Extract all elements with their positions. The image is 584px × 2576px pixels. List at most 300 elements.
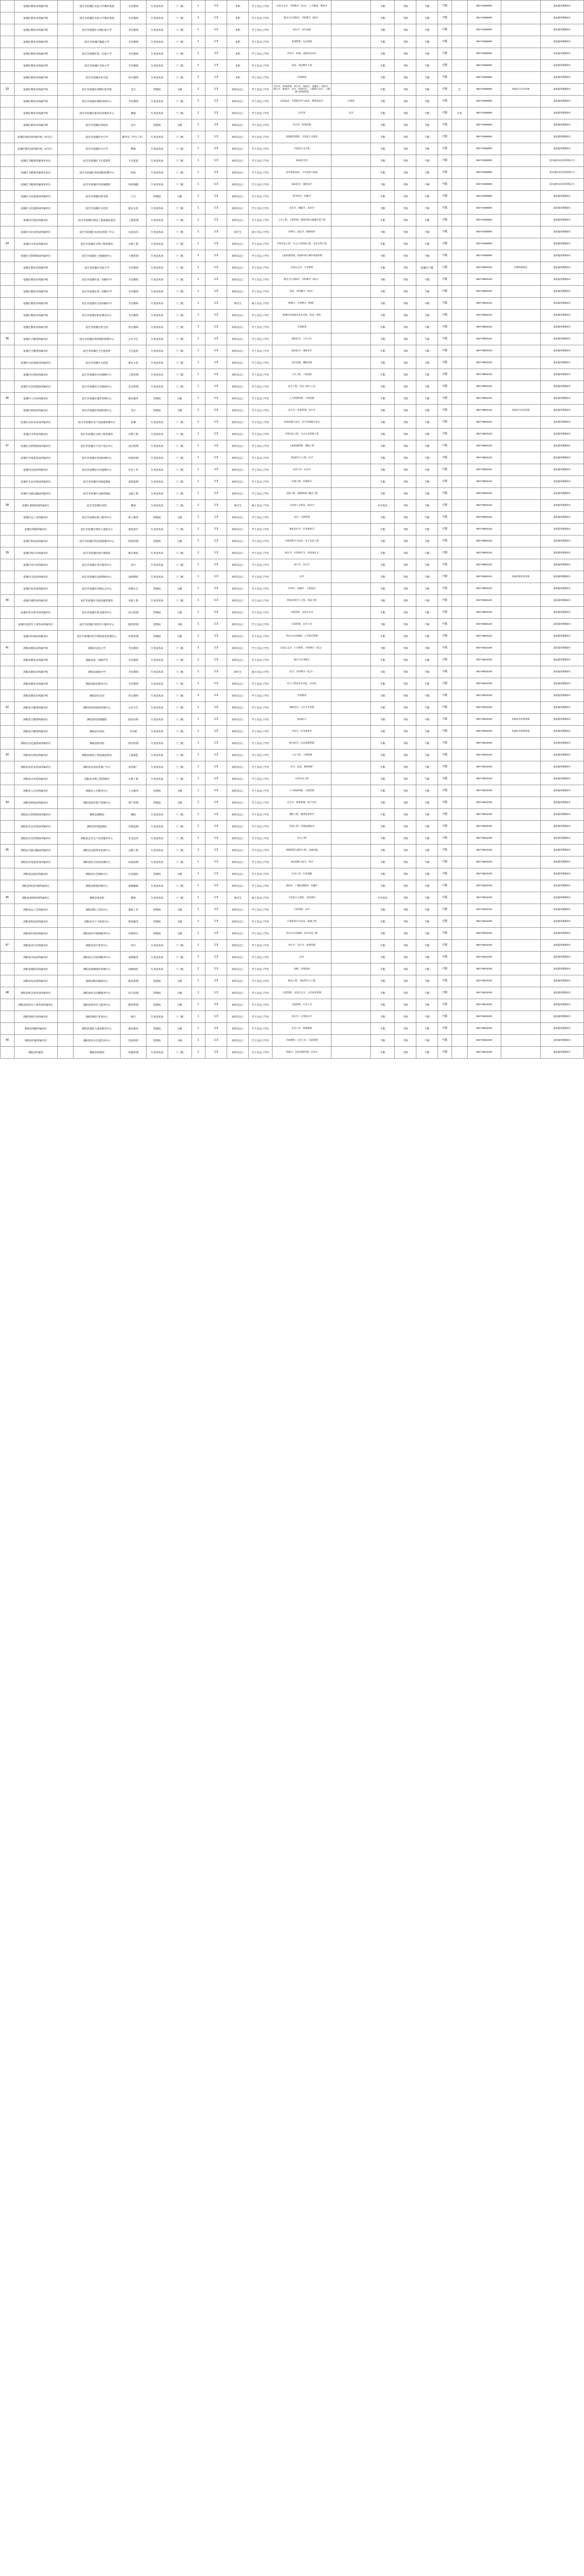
cell-job: 群众文化 <box>121 357 146 369</box>
cell-sex: 不限 <box>438 48 452 60</box>
cell-major: 信息技术、计算机科学与技术、教育技术学 <box>272 96 331 108</box>
cell-other <box>501 322 540 333</box>
cell-unit: 泗阳县委组织部所属单位 <box>14 892 57 904</box>
cell-majorb <box>331 940 371 952</box>
cell-exp: 不限 <box>394 761 416 773</box>
cell-dept: 泗阳县疾病预防控制中心 <box>73 702 120 714</box>
cell-note: 最低服务期限5年 <box>540 571 583 583</box>
cell-exp: 不限 <box>394 547 416 559</box>
cell-deg: 学士及以上学位 <box>249 203 273 215</box>
cell-other <box>501 643 540 654</box>
cell-unit: 宿城区教育局所属学校 <box>14 60 57 72</box>
cell-note: 最低服务期限5年 <box>540 583 583 595</box>
cell-code <box>57 726 73 738</box>
cell-level: 九级 <box>168 393 191 405</box>
cell-majorb <box>331 167 371 179</box>
cell-jobtype: 专业技术岗 <box>146 238 168 250</box>
cell-level: 九级 <box>168 797 191 809</box>
cell-age <box>452 821 467 833</box>
recruitment-table-page <box>0 0 584 1059</box>
cell-unit: 宿豫区发改委所属单位 <box>14 583 57 595</box>
cell-edu: 本科及以上 <box>227 1035 249 1047</box>
cell-pol: 不限 <box>371 845 395 857</box>
table-row <box>1 250 584 262</box>
cell-pol: 不限 <box>371 857 395 868</box>
cell-age <box>452 678 467 690</box>
table-row <box>1 1047 584 1059</box>
cell-unit: 泗阳县医保局所属单位 <box>14 928 57 940</box>
cell-idx: 38 <box>1 500 15 512</box>
table-row <box>1 274 584 286</box>
table-row <box>1 72 584 84</box>
cell-job: 临床医师 <box>121 714 146 726</box>
cell-idx <box>1 119 15 131</box>
cell-exp: 不限 <box>394 500 416 512</box>
table-row <box>1 96 584 108</box>
cell-phone: 0527-84355000 <box>467 48 501 60</box>
cell-exp: 不限 <box>394 262 416 274</box>
cell-edu: 本科及以上 <box>227 964 249 975</box>
cell-deg: 学士及以上学位 <box>249 583 273 595</box>
cell-edu: 本科及以上 <box>227 405 249 417</box>
cell-dept: 泗阳县中医院 <box>73 726 120 738</box>
cell-note: 最低服务期限5年 <box>540 345 583 357</box>
cell-deg: 学士及以上学位 <box>249 833 273 845</box>
cell-job: 会计 <box>121 119 146 131</box>
cell-deg: 学士及以上学位 <box>249 429 273 440</box>
cell-majorb <box>331 952 371 964</box>
cell-phone: 0527-84355000 <box>467 155 501 167</box>
cell-deg: 学士及以上学位 <box>249 381 273 393</box>
cell-age <box>452 1 467 12</box>
cell-phone: 0527-85222100 <box>467 738 501 750</box>
cell-idx: 44 <box>1 797 15 809</box>
cell-phone: 0527-80831234 <box>467 405 501 417</box>
cell-num: 2 <box>191 643 205 654</box>
cell-exp: 不限 <box>394 310 416 322</box>
cell-majorb <box>331 880 371 892</box>
cell-sex: 不限 <box>438 155 452 167</box>
cell-jobtype: 专业技术岗 <box>146 547 168 559</box>
cell-phone: 0527-84355000 <box>467 36 501 48</box>
cell-unit: 泗阳县统计局所属单位 <box>14 1011 57 1023</box>
cell-idx <box>1 666 15 678</box>
cell-dept: 宿迁市宿豫区机关服务中心 <box>73 607 120 619</box>
cell-phone: 0527-85222100 <box>467 702 501 714</box>
cell-reg: 不限 <box>416 203 438 215</box>
cell-unit: 宿豫区教育局所属学校 <box>14 322 57 333</box>
cell-majorb <box>331 559 371 571</box>
cell-job: 就业服务 <box>121 1023 146 1035</box>
cell-pol: 不限 <box>371 643 395 654</box>
cell-majorb <box>331 310 371 322</box>
table-row <box>1 417 584 429</box>
cell-age: 否 <box>452 84 467 96</box>
cell-age <box>452 381 467 393</box>
cell-pol: 不限 <box>371 512 395 524</box>
cell-edu: 本科及以上 <box>227 607 249 619</box>
table-row <box>1 952 584 964</box>
cell-level: 九级 <box>168 607 191 619</box>
cell-age <box>452 916 467 928</box>
cell-reg: 不限 <box>416 60 438 72</box>
cell-num: 1 <box>191 833 205 845</box>
cell-idx <box>1 773 15 785</box>
cell-deg: 学士及以上学位 <box>249 84 273 96</box>
cell-other <box>501 12 540 24</box>
cell-num: 1 <box>191 1011 205 1023</box>
cell-level: 十三级 <box>168 833 191 845</box>
cell-major: 音乐学、音乐表演 <box>272 24 331 36</box>
cell-exp: 不限 <box>394 36 416 48</box>
cell-deg: 学士及以上学位 <box>249 262 273 274</box>
cell-note: 最低服务期限5年 <box>540 726 583 738</box>
cell-phone: 0527-80831234 <box>467 345 501 357</box>
cell-code <box>57 1035 73 1047</box>
cell-note: 最低服务期限5年 <box>540 880 583 892</box>
cell-jobtype: 专业技术岗 <box>146 845 168 857</box>
cell-exp: 不限 <box>394 464 416 476</box>
cell-major: 环境工程、环境监测技术 <box>272 821 331 833</box>
cell-unit: 泗阳县司法局所属单位 <box>14 952 57 964</box>
table-row <box>1 381 584 393</box>
cell-unit: 宿城区教育局所属学校（9月区） <box>14 143 57 155</box>
cell-dept: 泗阳县综合检验检测中心 <box>73 857 120 868</box>
cell-note: 最低服务期限5年 <box>540 84 583 96</box>
cell-sex: 不限 <box>438 238 452 250</box>
table-row <box>1 714 584 726</box>
cell-pol: 不限 <box>371 678 395 690</box>
cell-age <box>452 476 467 488</box>
cell-note: 最低服务期限5年 <box>540 405 583 417</box>
cell-other <box>501 595 540 607</box>
cell-edu: 本科及以上 <box>227 773 249 785</box>
cell-job: 辅导员（学生工作） <box>121 131 146 143</box>
cell-idx <box>1 369 15 381</box>
cell-major: 会计学、财务管理 <box>272 119 331 131</box>
cell-deg: 学士及以上学位 <box>249 1023 273 1035</box>
table-row <box>1 512 584 524</box>
cell-code <box>57 702 73 714</box>
cell-code <box>57 417 73 429</box>
cell-level: 十三级 <box>168 203 191 215</box>
cell-other <box>501 369 540 381</box>
cell-exp: 不限 <box>394 167 416 179</box>
cell-unit: 泗阳县教育局所属学校 <box>14 690 57 702</box>
cell-majorb <box>331 274 371 286</box>
cell-unit: 泗阳县水务局所属单位 <box>14 773 57 785</box>
cell-other <box>501 155 540 167</box>
cell-sex: 不限 <box>438 797 452 809</box>
cell-majorb <box>331 12 371 24</box>
cell-level: 九级 <box>168 1023 191 1035</box>
cell-unit: 泗阳县农业农村局所属单位 <box>14 761 57 773</box>
cell-majorb <box>331 333 371 345</box>
cell-jobtype: 管理岗 <box>146 191 168 203</box>
cell-jobtype: 专业技术岗 <box>146 761 168 773</box>
cell-unit: 宿豫区教育局所属学校 <box>14 274 57 286</box>
cell-phone: 0527-85222100 <box>467 916 501 928</box>
cell-majorb <box>331 262 371 274</box>
cell-exp: 不限 <box>394 322 416 333</box>
cell-exp: 不限 <box>394 738 416 750</box>
cell-level: 九级 <box>168 512 191 524</box>
cell-other <box>501 393 540 405</box>
cell-majorb <box>331 654 371 666</box>
cell-dept: 宿迁市宿豫区退役军人服务中心 <box>73 619 120 631</box>
cell-num: 1 <box>191 571 205 583</box>
cell-phone: 0527-80831234 <box>467 571 501 583</box>
cell-jobtype: 管理岗 <box>146 631 168 643</box>
cell-num: 1 <box>191 750 205 761</box>
cell-edu: 本科 <box>227 72 249 84</box>
cell-sex: 不限 <box>438 333 452 345</box>
cell-deg: 学士及以上学位 <box>249 405 273 417</box>
cell-ratio: 1:3 <box>205 393 227 405</box>
cell-idx <box>1 36 15 48</box>
cell-deg: 学士及以上学位 <box>249 238 273 250</box>
table-row <box>1 238 584 250</box>
cell-ratio: 1:3 <box>205 785 227 797</box>
cell-job: 专任教师 <box>121 12 146 24</box>
cell-ratio: 1:3 <box>205 595 227 607</box>
cell-exp: 不限 <box>394 440 416 452</box>
cell-majorb <box>331 191 371 203</box>
cell-jobtype: 专业技术岗 <box>146 440 168 452</box>
cell-deg: 学士及以上学位 <box>249 24 273 36</box>
cell-exp: 不限 <box>394 405 416 417</box>
cell-edu: 本科及以上 <box>227 119 249 131</box>
cell-note: 最低服务期限5年 <box>540 1011 583 1023</box>
cell-note: 最低服务期限5年 <box>540 595 583 607</box>
cell-unit: 泗阳县发改委所属单位 <box>14 975 57 987</box>
cell-deg: 学士及以上学位 <box>249 108 273 119</box>
cell-other <box>501 821 540 833</box>
cell-deg: 学士及以上学位 <box>249 12 273 24</box>
cell-note: 最低服务期限5年 <box>540 12 583 24</box>
cell-num: 1 <box>191 547 205 559</box>
cell-code <box>57 999 73 1011</box>
cell-jobtype: 专业技术岗 <box>146 571 168 583</box>
cell-majorb <box>331 298 371 310</box>
cell-note: 最低服务期限5年 <box>540 1023 583 1035</box>
cell-majorb <box>331 179 371 191</box>
cell-reg: 不限 <box>416 654 438 666</box>
cell-major: 人力资源管理、行政管理 <box>272 785 331 797</box>
cell-code <box>57 821 73 833</box>
cell-edu: 本科及以上 <box>227 440 249 452</box>
cell-level: 九级 <box>168 975 191 987</box>
cell-note: 最低服务期限5年 <box>540 286 583 298</box>
cell-job: 专任教师 <box>121 666 146 678</box>
cell-major: 作物学、园艺学、植物保护 <box>272 226 331 238</box>
cell-note: 最低服务期限5年 <box>540 440 583 452</box>
cell-edu: 本科及以上 <box>227 274 249 286</box>
cell-other <box>501 203 540 215</box>
cell-ratio: 1:3 <box>205 857 227 868</box>
cell-ratio: 1:3 <box>205 464 227 476</box>
cell-exp: 不限 <box>394 191 416 203</box>
cell-jobtype: 管理岗 <box>146 405 168 417</box>
cell-idx <box>1 155 15 167</box>
cell-reg: 不限 <box>416 928 438 940</box>
cell-pol: 不限 <box>371 833 395 845</box>
cell-other <box>501 1035 540 1047</box>
cell-reg: 不限 <box>416 500 438 512</box>
cell-major: 数学与应用数学、学科教学（数学） <box>272 12 331 24</box>
cell-note: 最低服务期限5年 <box>540 785 583 797</box>
cell-phone: 0527-84355000 <box>467 203 501 215</box>
cell-majorb <box>331 72 371 84</box>
cell-ratio: 1:3 <box>205 96 227 108</box>
cell-level: 十三级 <box>168 702 191 714</box>
cell-jobtype: 专业技术岗 <box>146 72 168 84</box>
cell-job: 教师 <box>121 500 146 512</box>
cell-jobtype: 专业技术岗 <box>146 678 168 690</box>
cell-sex: 不限 <box>438 833 452 845</box>
cell-sex: 不限 <box>438 524 452 536</box>
cell-exp: 不限 <box>394 845 416 857</box>
cell-dept: 宿迁市宿豫区第一初级中学 <box>73 274 120 286</box>
cell-note: 最低服务期限5年 <box>540 607 583 619</box>
cell-jobtype: 专业技术岗 <box>146 12 168 24</box>
cell-num: 1 <box>191 429 205 440</box>
cell-exp: 不限 <box>394 999 416 1011</box>
cell-major: 马克思主义理论、政治学 <box>272 500 331 512</box>
cell-edu: 本科及以上 <box>227 429 249 440</box>
cell-edu: 本科及以上 <box>227 452 249 464</box>
cell-dept: 宿迁市宿豫区职工服务中心 <box>73 512 120 524</box>
cell-reg: 不限 <box>416 631 438 643</box>
table-row <box>1 595 584 607</box>
cell-job: 职工服务 <box>121 512 146 524</box>
cell-other <box>501 761 540 773</box>
cell-level: 十三级 <box>168 750 191 761</box>
cell-job: 医保管理 <box>121 631 146 643</box>
cell-majorb <box>331 868 371 880</box>
cell-num: 1 <box>191 203 205 215</box>
cell-edu: 本科及以上 <box>227 524 249 536</box>
cell-idx: 42 <box>1 702 15 714</box>
cell-unit: 宿豫区卫健委所属单位 <box>14 333 57 345</box>
cell-level: 十三级 <box>168 809 191 821</box>
cell-idx <box>1 631 15 643</box>
cell-unit: 宿豫区医保局所属单位 <box>14 631 57 643</box>
cell-major: 图书馆学、信息资源管理 <box>272 738 331 750</box>
cell-age <box>452 643 467 654</box>
cell-ratio: 1:3 <box>205 952 227 964</box>
cell-jobtype: 专业技术岗 <box>146 333 168 345</box>
table-row <box>1 452 584 464</box>
cell-jobtype: 专业技术岗 <box>146 155 168 167</box>
cell-age <box>452 452 467 464</box>
cell-age <box>452 952 467 964</box>
cell-phone: 0527-84355000 <box>467 72 501 84</box>
cell-num: 1 <box>191 191 205 203</box>
cell-level: 十三级 <box>168 298 191 310</box>
table-row <box>1 36 584 48</box>
cell-reg: 不限 <box>416 393 438 405</box>
cell-ratio: 1:3 <box>205 666 227 678</box>
cell-job: 公路工程 <box>121 488 146 500</box>
cell-sex: 不限 <box>438 785 452 797</box>
cell-exp: 不限 <box>394 880 416 892</box>
cell-other <box>501 131 540 143</box>
cell-edu: 本科及以上 <box>227 345 249 357</box>
cell-ratio: 1:3 <box>205 191 227 203</box>
cell-deg: 学士及以上学位 <box>249 619 273 631</box>
cell-pol: 不限 <box>371 488 395 500</box>
cell-idx <box>1 179 15 191</box>
cell-edu: 本科及以上 <box>227 797 249 809</box>
cell-dept: 宿迁市宿豫区统计调查队 <box>73 547 120 559</box>
cell-sex: 不限 <box>438 571 452 583</box>
cell-level: 十三级 <box>168 238 191 250</box>
cell-phone: 0527-84355000 <box>467 250 501 262</box>
cell-majorb <box>331 357 371 369</box>
cell-edu: 本科 <box>227 48 249 60</box>
cell-majorb <box>331 429 371 440</box>
cell-other <box>501 60 540 72</box>
cell-dept: 宿迁市宿城区激波小学 <box>73 36 120 48</box>
cell-unit: 宿豫区人社局所属单位 <box>14 393 57 405</box>
cell-unit: 泗阳县人社局所属单位 <box>14 785 57 797</box>
cell-code <box>57 274 73 286</box>
cell-jobtype: 专业技术岗 <box>146 203 168 215</box>
cell-reg: 不限 <box>416 12 438 24</box>
cell-ratio: 1:3 <box>205 678 227 690</box>
cell-pol: 不限 <box>371 1035 395 1047</box>
cell-sex: 不限 <box>438 738 452 750</box>
cell-sex: 不限 <box>438 476 452 488</box>
cell-code <box>57 369 73 381</box>
table-row <box>1 845 584 857</box>
table-row <box>1 833 584 845</box>
cell-job: 卫生监督 <box>121 155 146 167</box>
cell-reg: 不限 <box>416 690 438 702</box>
cell-major: 临床医学、预防医学 <box>272 345 331 357</box>
cell-exp: 不限 <box>394 892 416 904</box>
cell-ratio: 1:3 <box>205 262 227 274</box>
cell-exp: 不限 <box>394 60 416 72</box>
cell-dept: 宿迁市宿城区郑楼实验学校 <box>73 84 120 96</box>
cell-major: 社会工作、社会学 <box>272 464 331 476</box>
cell-job: 专任教师 <box>121 678 146 690</box>
cell-sex: 不限 <box>438 250 452 262</box>
cell-dept: 泗阳县幼儿园 <box>73 690 120 702</box>
cell-reg: 不限 <box>416 738 438 750</box>
cell-age <box>452 96 467 108</box>
cell-note: 最低服务期限5年 <box>540 322 583 333</box>
cell-code <box>57 880 73 892</box>
cell-ratio: 1:3 <box>205 286 227 298</box>
cell-phone: 0527-84355000 <box>467 84 501 96</box>
cell-num: 1 <box>191 1023 205 1035</box>
cell-num: 1 <box>191 583 205 595</box>
cell-dept: 宿迁市宿豫区文化馆 <box>73 357 120 369</box>
cell-other <box>501 524 540 536</box>
cell-phone: 0527-80831234 <box>467 369 501 381</box>
cell-reg: 不限 <box>416 440 438 452</box>
cell-exp: 不限 <box>394 488 416 500</box>
cell-ratio: 1:3 <box>205 512 227 524</box>
cell-level: 十三级 <box>168 215 191 226</box>
cell-major: 预防医学、公共卫生 <box>272 333 331 345</box>
cell-sex: 不限 <box>438 547 452 559</box>
cell-pol: 不限 <box>371 440 395 452</box>
cell-edu: 本科及以上 <box>227 880 249 892</box>
cell-edu: 本科及以上 <box>227 357 249 369</box>
